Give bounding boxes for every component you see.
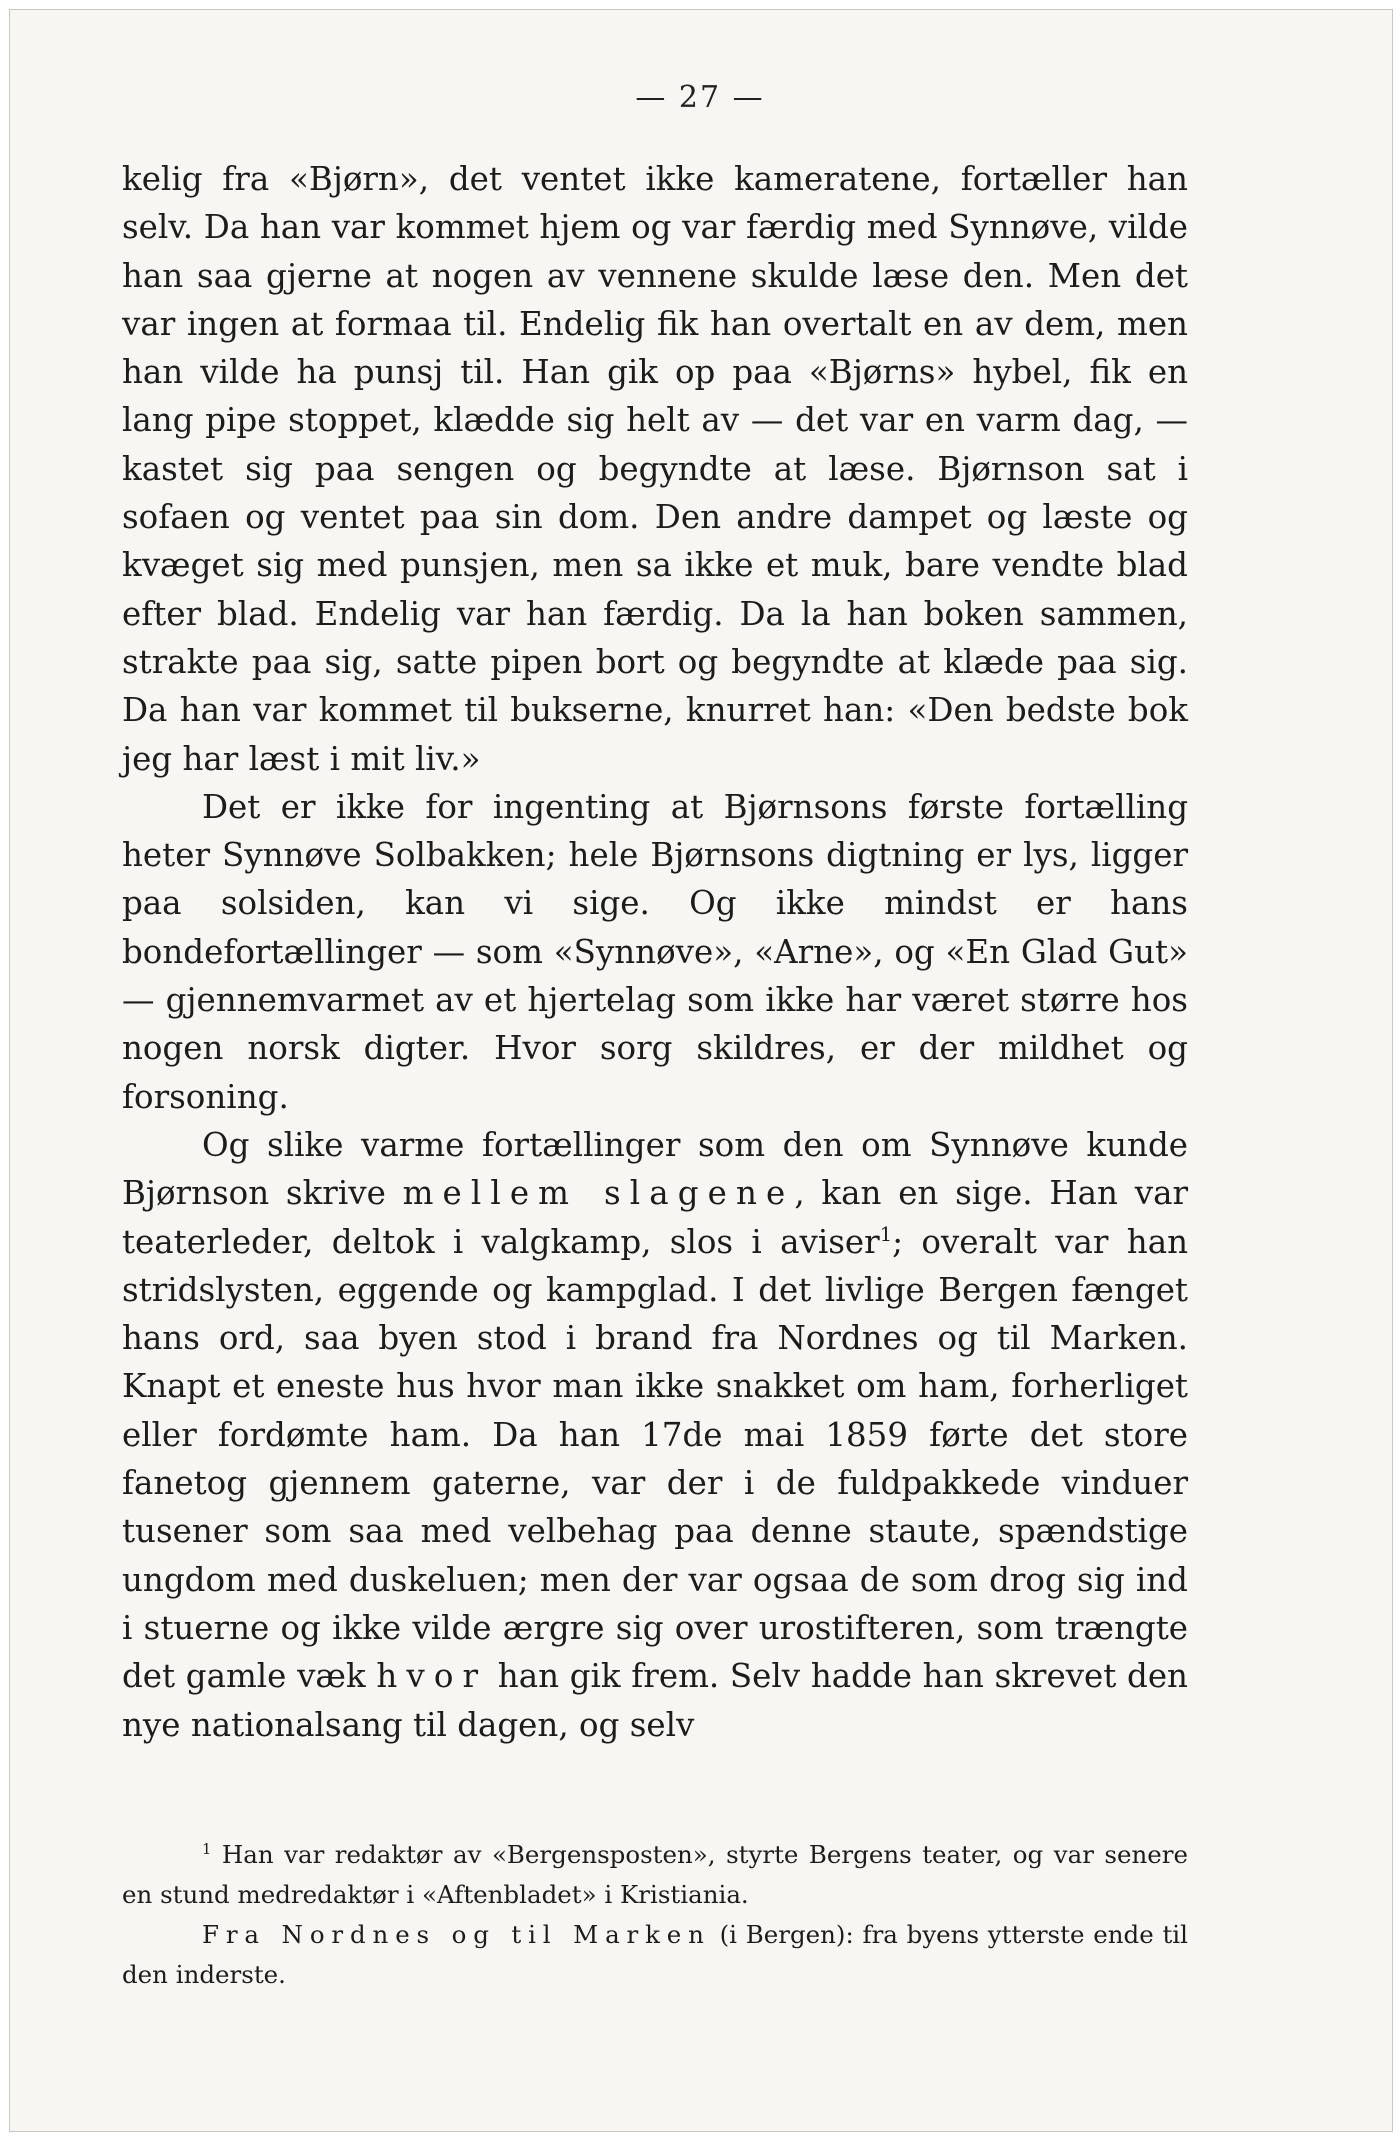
spaced-emphasis-fra-nordnes: Fra Nordnes og til Marken bbox=[202, 1920, 711, 1949]
footnote-1-text: Han var redaktør av «Bergensposten», styrte Bergens teater, og var senere en stund medredaktør i «Aftenbladet» i Kristiania. bbox=[122, 1840, 1188, 1909]
page-number: — 27 — bbox=[635, 80, 765, 115]
paragraph-3 bbox=[122, 1121, 1188, 1749]
footnote-gloss-text: (i Bergen): fra byens ytterste ende til den inderste. bbox=[122, 1920, 1188, 1989]
paragraph-3-text-a: Og slike varme fortællinger som den om Synnøve kunde Bjørnson skrive bbox=[122, 1125, 1188, 1213]
paragraph-3-text-f: han gik frem. Selv hadde han skrevet den nye nationalsang til dagen, og selv bbox=[122, 1657, 1188, 1744]
footnote-reference: 1 bbox=[879, 1222, 893, 1246]
paragraph-3-text-d: ; overalt var han stridslysten, eggende og kampglad. I det livlige Bergen fænget hans ord, saa byen stod i brand fra Nordnes og til Marken. Knapt et eneste hus hvor man ikke snakket om ham, forherliget eller fordømte ham. Da han 17de mai 1859 førte det store fanetog gjennem gaterne, var der i de fuldpakkede vinduer tusener som saa med velbehag paa denne staute, spændstige ungdom med duskeluen; men der var ogsaa de som drog sig ind i stuerne og ikke vilde ærgre sig over urostifteren, som trængte det gamle væk bbox=[122, 1222, 1189, 1696]
paragraph-2: Det er ikke for ingenting at Bjørnsons første fortælling heter Synnøve Solbakken; hele Bjørnsons digtning er lys, ligger paa solsiden, kan vi sige. Og ikke mindst er hans bondefortællinger — som «Synnøve», «Arne», og «En Glad Gut» — gjennemvarmet av et hjertelag som ikke har været større hos nogen norsk digter. Hvor sorg skildres, er der mildhet og forsoning. bbox=[122, 787, 1188, 1116]
paragraph-1: kelig fra «Bjørn», det ventet ikke kameratene, fortæller han selv. Da han var kommet hjem og var færdig med Synnøve, vilde han saa gjerne at nogen av vennene skulde læse den. Men det var ingen at formaa til. Endelig fik han overtalt en av dem, men han vilde ha punsj til. Han gik op paa «Bjørns» hybel, fik en lang pipe stoppet, klædde sig helt av — det var en varm dag, — kastet sig paa sengen og begyndte at læse. Bjørnson sat i sofaen og ventet paa sin dom. Den andre dampet og læste og kvæget sig med punsjen, men sa ikke et muk, bare vendte blad efter blad. Endelig var han færdig. Da la han boken sammen, strakte paa sig, satte pipen bort og begyndte at klæde paa sig. Da han var kommet til bukserne, knurret han: «Den bedste bok jeg har læst i mit liv.» bbox=[122, 160, 1188, 778]
spaced-emphasis-hvor: hvor bbox=[376, 1657, 488, 1696]
paragraph-3-text-c: , kan en sige. Han var teaterleder, deltok i valgkamp, slos i aviser bbox=[122, 1174, 1189, 1261]
footnotes bbox=[122, 1835, 1188, 1995]
footnote-marker: 1 bbox=[202, 1840, 212, 1858]
body-text bbox=[122, 155, 1188, 1749]
spaced-emphasis-mellem-slagene: mellem slagene bbox=[402, 1174, 795, 1213]
footnote-gloss bbox=[122, 1915, 1188, 1995]
footnote-1 bbox=[122, 1835, 1188, 1915]
